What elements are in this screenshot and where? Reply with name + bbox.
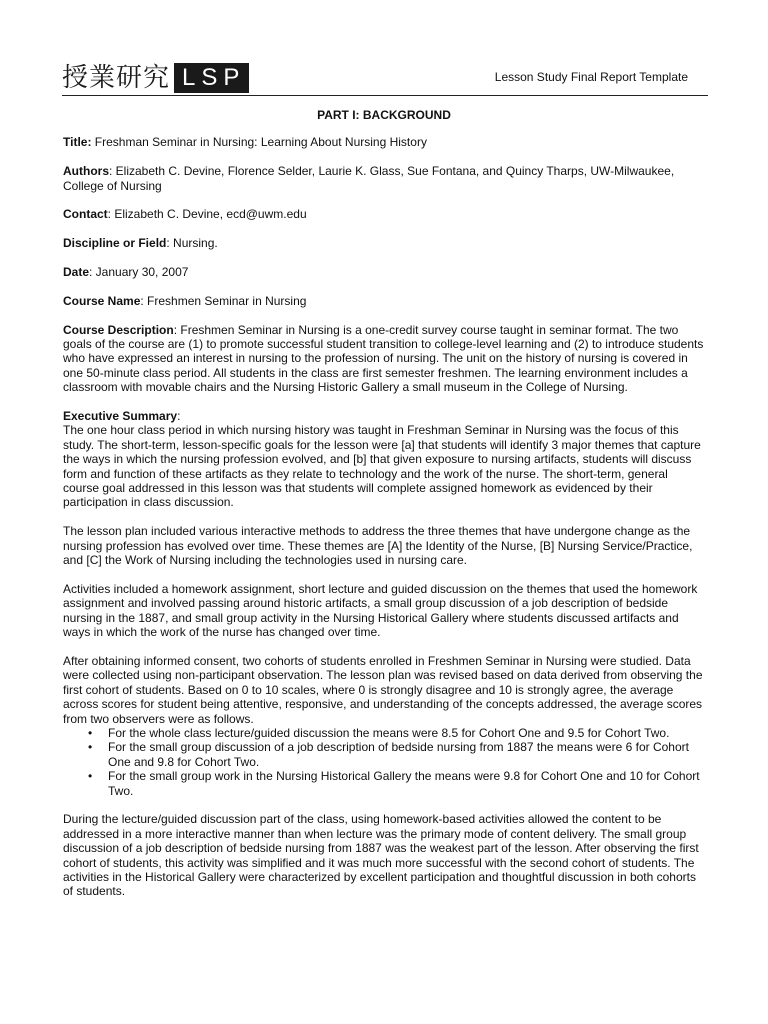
discipline-value: : Nursing. [166, 236, 218, 251]
summary-paragraph-1: The one hour class period in which nursing history was taught in Freshman Seminar in Nursing was the focus of this study. The short-term, lesson-specific goals for the lesson were [a] that students will identify 3 major themes that capture the ways in which the nursing profession evolved, and [b] that given exposure to nursing artifacts, students will discuss form and function of these artifacts as they relate to technology and the work of the nurse. The short-term, general course goal addressed in this lesson was that students will complete assigned homework as evidenced by their participation in class discussion. [63, 423, 701, 510]
contact-value: : Elizabeth C. Devine, ecd@uwm.edu [107, 207, 307, 222]
executive-summary-label: Executive Summary [63, 409, 178, 424]
list-item [63, 740, 705, 769]
contact-label: Contact [63, 207, 108, 222]
summary-paragraph-2: The lesson plan included various interactive methods to address the three themes that have undergone change as the nursing profession has evolved over time. These themes are [A] the Identity of the Nurse, [B] Nursing Service/Practice, and [C] the Work of Nursing including the technologies used in nursing care. [63, 524, 693, 568]
contact-field [63, 207, 705, 221]
bullet-text: For the whole class lecture/guided discussion the means were 8.5 for Cohort One and 9.5 for Cohort Two. [108, 725, 670, 740]
executive-summary-colon: : [177, 409, 181, 424]
list-item [63, 769, 705, 798]
header-divider [62, 95, 708, 96]
discipline-field [63, 236, 705, 250]
list-item [63, 726, 705, 740]
date-field [63, 265, 705, 279]
bullet-icon: • [88, 725, 93, 740]
summary-paragraph-5: During the lecture/guided discussion part of the class, using homework-based activities allowed the content to be addressed in a more interactive manner than when lecture was the primary mode of content delivery. The small group discussion of a job description of bedside nursing from 1887 was the weakest part of the lesson. After observing the first cohort of students, this activity was simplified and it was much more successful with the second cohort of students. The activities in the Historical Gallery were characterized by excellent participation and thoughtful discussion in both cohorts of students. [63, 812, 699, 899]
discipline-label: Discipline or Field [63, 236, 167, 251]
course-description-field [63, 323, 705, 395]
course-name-label: Course Name [63, 293, 141, 308]
bullet-text: For the small group work in the Nursing Historical Gallery the means were 9.8 for Cohort One and 10 for Cohort Two. [108, 769, 700, 798]
course-description-label: Course Description [63, 322, 174, 337]
bullet-icon: • [88, 740, 93, 755]
lsp-logo [62, 62, 249, 94]
document-body [63, 108, 705, 913]
page-header [62, 62, 708, 96]
logo-kanji-text: 授業研究 [62, 63, 171, 93]
bullet-text: For the small group discussion of a job description of bedside nursing from 1887 the means were 6 for Cohort One and 9.8 for Cohort Two. [108, 740, 689, 769]
authors-value: : Elizabeth C. Devine, Florence Selder, Laurie K. Glass, Sue Fontana, and Quincy Tharps, UW-Milwaukee, College of Nursing [63, 164, 675, 193]
summary-paragraph-3: Activities included a homework assignment, short lecture and guided discussion on the themes that used the homework assignment and involved passing around historic artifacts, a small group discussion of a job description of bedside nursing in the 1887, and small group activity in the Nursing Historical Gallery where students discussed artifacts and ways in which the work of the nurse has changed over time. [63, 581, 698, 640]
bullet-icon: • [88, 769, 93, 784]
logo-lsp-box: LSP [174, 63, 249, 93]
course-name-value: : Freshmen Seminar in Nursing [140, 293, 307, 308]
template-title: Lesson Study Final Report Template [494, 70, 688, 84]
results-bullet-list [63, 726, 705, 798]
executive-summary-heading [63, 409, 705, 423]
title-field [63, 135, 705, 149]
authors-field [63, 164, 705, 193]
course-name-field [63, 294, 705, 308]
date-value: : January 30, 2007 [89, 265, 189, 279]
title-value: Freshman Seminar in Nursing: Learning About Nursing History [91, 135, 427, 150]
date-label: Date [63, 265, 90, 279]
title-label: Title: [63, 135, 92, 150]
section-heading: PART I: BACKGROUND [317, 108, 451, 122]
authors-label: Authors [63, 164, 109, 179]
course-description-value: : Freshmen Seminar in Nursing is a one-credit survey course taught in seminar format. The two goals of the course are (1) to promote successful student transition to college-level learning and (2) to introduce students who have expressed an interest in nursing to the profession of nursing. The unit on the history of nursing is covered in one 50-minute class period. All students in the class are first semester freshmen. The learning environment includes a classroom with movable chairs and the Nursing Historic Gallery a small museum in the College of Nursing. [63, 322, 704, 395]
summary-paragraph-4: After obtaining informed consent, two cohorts of students enrolled in Freshmen Seminar in Nursing were studied. Data were collected using non-participant observation. The lesson plan was revised based on data derived from observing the first cohort of students. Based on 0 to 10 scales, where 0 is strongly disagree and 10 is strongly agree, the average across scores for student being attentive, responsive, and understanding of the concepts addressed, the average scores from two observers were as follows. [63, 653, 703, 726]
